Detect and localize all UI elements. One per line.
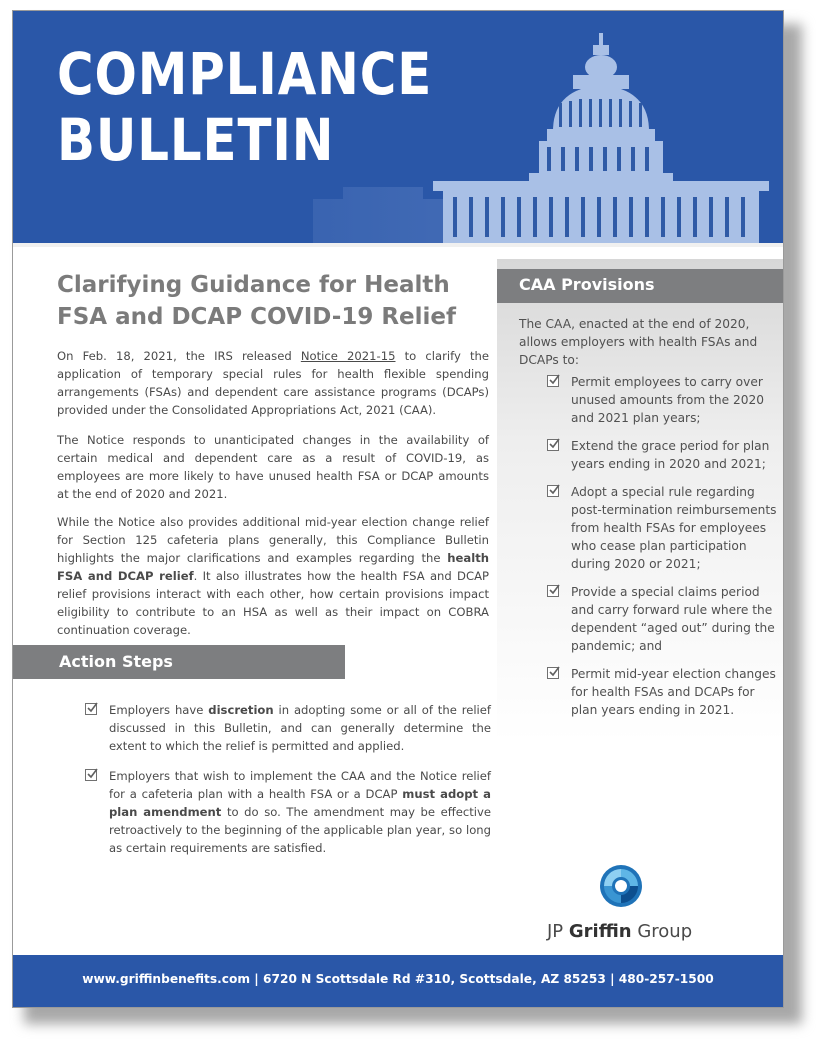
bulletin-page (12, 10, 784, 1008)
action-text: Employers that wish to implement the CAA and the Notice relief for a cafeteria plan with a health FSA or a DCAP (109, 769, 491, 801)
paragraph-emphasis: health FSA and DCAP relief (57, 551, 489, 583)
notice-link[interactable]: Notice 2021-15 (300, 349, 396, 363)
article-paragraph-3 (57, 513, 489, 639)
list-item (547, 483, 777, 573)
paragraph-text: . It also illustrates how the health FSA and DCAP relief provisions interact with each other, how certain provisions impact eligibility to contribute to an HSA as well as their impact on COBRA continuation coverage. (57, 569, 489, 637)
caa-provisions-list (547, 373, 777, 719)
list-item (547, 373, 777, 427)
list-item (547, 665, 777, 719)
action-text: Employers have (109, 703, 209, 717)
checkbox-icon (547, 375, 559, 387)
caa-provisions-intro: The CAA, enacted at the end of 2020, allows employers with health FSAs and DCAPs to: (519, 317, 758, 367)
article-paragraph-1 (57, 347, 489, 419)
checkbox-icon (85, 703, 97, 715)
paragraph-text: While the Notice also provides additional mid-year election change relief for Section 125 cafeteria plans generally, this Compliance Bulletin highlights the major clarifications and examples regarding the (57, 515, 489, 565)
bulletin-title-line1: COMPLIANCE (57, 40, 433, 108)
banner-divider (13, 243, 783, 247)
provision-text: Permit employees to carry over unused amounts from the 2020 and 2021 plan years; (571, 375, 765, 425)
provision-text: Permit mid-year election changes for health FSAs and DCAPs for plan years ending in 2021. (571, 667, 776, 717)
logo-text-part: Group (631, 921, 693, 942)
paragraph-text: On Feb. 18, 2021, the IRS released (57, 349, 301, 363)
action-text: to do so. The amendment may be effective retroactively to the beginning of the applicable plan year, so long as certain requirements are satisfied. (109, 805, 492, 855)
checkbox-icon (547, 667, 559, 679)
checkbox-icon (547, 585, 559, 597)
action-text: in adopting some or all of the relief discussed in this Bulletin, and can generally determine the extent to which the relief is permitted and applied. (109, 703, 491, 753)
list-item (547, 437, 777, 473)
header-banner (13, 11, 783, 243)
company-logo-text (547, 921, 692, 942)
bulletin-title-line2: BULLETIN (57, 106, 335, 174)
provision-text: Adopt a special rule regarding post-termination reimbursements from health FSAs for employees who cease plan participation during 2020 or 2021; (571, 485, 777, 571)
logo-text-bold: Griffin (568, 921, 632, 942)
swirl-logo-icon (598, 863, 644, 909)
caa-provisions-heading: CAA Provisions (519, 275, 655, 294)
checkbox-icon (85, 769, 97, 781)
article-paragraph-2: The Notice responds to unanticipated changes in the availability of certain medical and dependent care as a result of COVID-19, as employees are more likely to have unused health FSA or DCAP amounts at the end of 2020 and 2021. (57, 433, 489, 501)
provision-text: Provide a special claims period and carry forward rule where the dependent “aged out” during the pandemic; and (571, 585, 775, 653)
article-title-line1: Clarifying Guidance for Health (57, 272, 450, 298)
caa-provisions-heading-bar (497, 269, 783, 303)
action-steps-heading: Action Steps (59, 652, 173, 671)
checkbox-icon (547, 485, 559, 497)
bulletin-title (57, 41, 432, 173)
action-steps-list (85, 701, 491, 869)
action-emphasis: discretion (208, 703, 274, 717)
paragraph-text: to clarify the application of temporary special rules for health flexible spending arrangements (FSAs) and dependent care assistance programs (DCAPs) provided under the Consolidated Appropriations Act, 2021 (CAA). (57, 349, 490, 417)
checkbox-icon (547, 439, 559, 451)
footer-contact-info: www.griffinbenefits.com | 6720 N Scottsdale Rd #310, Scottsdale, AZ 85253 | 480-257-1500 (82, 972, 714, 986)
footer-bar (13, 955, 783, 1007)
provision-text: Extend the grace period for plan years ending in 2020 and 2021; (571, 439, 770, 471)
logo-text-part: JP (547, 921, 569, 942)
article-title (57, 269, 477, 333)
action-steps-heading-bar (13, 645, 345, 679)
list-item (547, 583, 777, 655)
action-emphasis: must adopt a plan amendment (109, 787, 491, 819)
list-item (85, 701, 491, 755)
article-title-line2: FSA and DCAP COVID-19 Relief (57, 304, 457, 330)
list-item (85, 767, 491, 857)
